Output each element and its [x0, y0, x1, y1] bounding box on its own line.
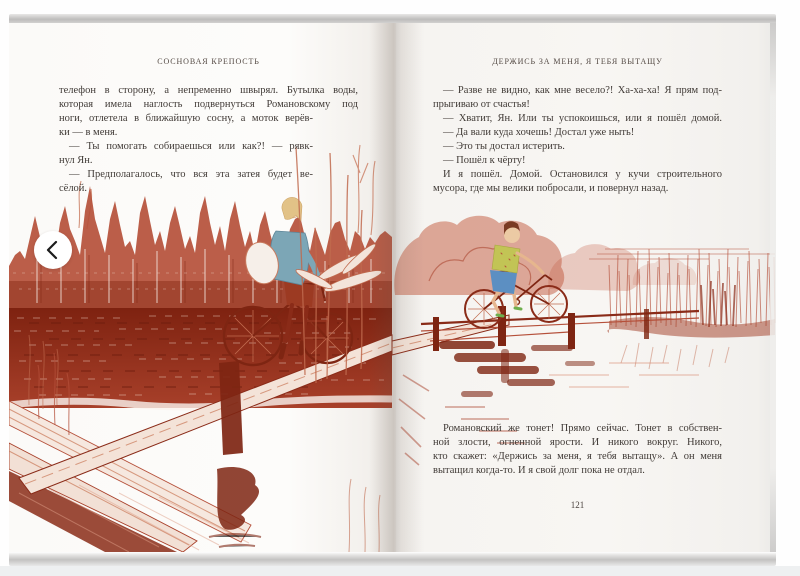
text-line: — Ты помогать собираешься или как?! — рявк- [69, 141, 313, 152]
right-page-edge [770, 23, 776, 552]
text-line: прыгиваю от счастья! [433, 99, 530, 110]
chevron-left-icon [34, 231, 72, 269]
page-number: 121 [570, 500, 585, 510]
text-line: Романовский же тонет! Прямо сейчас. Тонет в собствен- [443, 423, 722, 434]
text-line: телефон в сторону, а непременно швырял. Бутылка воды, [59, 85, 358, 96]
text-line: вытащил когда-то. И я свой долг пока не отдал. [433, 465, 645, 476]
prev-page-button[interactable] [34, 231, 72, 269]
text-line: ноги, отлетела в ближайшую сосну, а моток верёв- [59, 113, 313, 124]
text-line: — Разве не видно, как мне весело?! Ха-ха-ха! Я прям под- [443, 85, 722, 96]
book-spread [9, 23, 776, 552]
table-surface [0, 566, 800, 576]
text-line: кто скажет: «Держись за меня, я тебя вытащу». А он меня [433, 451, 722, 462]
text-line: которая имела наглость подвернуться Романовскому под [59, 99, 358, 110]
text-line: И я пошёл. Домой. Остановился у кучи строительного [443, 169, 722, 180]
text-line: ной злости, огненной ярости. И никого вокруг. Никого, [433, 437, 722, 448]
left-running-header: СОСНОВАЯ КРЕПОСТЬ [157, 57, 260, 66]
text-line: — Предполагалось, что вся эта затея будет ве- [69, 169, 313, 180]
text-line: мусора, где мы велики побросали, и повернул назад. [433, 183, 669, 194]
right-body-text [433, 84, 722, 196]
text-line: — Да вали куда хочешь! Достал уже ныть! [443, 127, 635, 138]
text-line: сёлой. [59, 183, 88, 194]
text-line: ки — в меня. [59, 127, 118, 138]
bushes [394, 216, 696, 295]
left-body-text [59, 84, 358, 196]
text-line: — Пошёл к чёрту! [443, 155, 526, 166]
text-line: — Это ты достал истерить. [443, 141, 565, 152]
open-book [9, 14, 776, 566]
text-line: — Хватит, Ян. Или ты успокоишься, или я пошёл домой. [443, 113, 722, 124]
book-top-page-edge [9, 14, 776, 23]
right-bottom-paragraph [433, 422, 722, 478]
right-running-header: ДЕРЖИСЬ ЗА МЕНЯ, Я ТЕБЯ ВЫТАЩУ [492, 57, 663, 66]
book-bottom-page-edge [9, 552, 776, 566]
text-line: нул Ян. [59, 155, 93, 166]
